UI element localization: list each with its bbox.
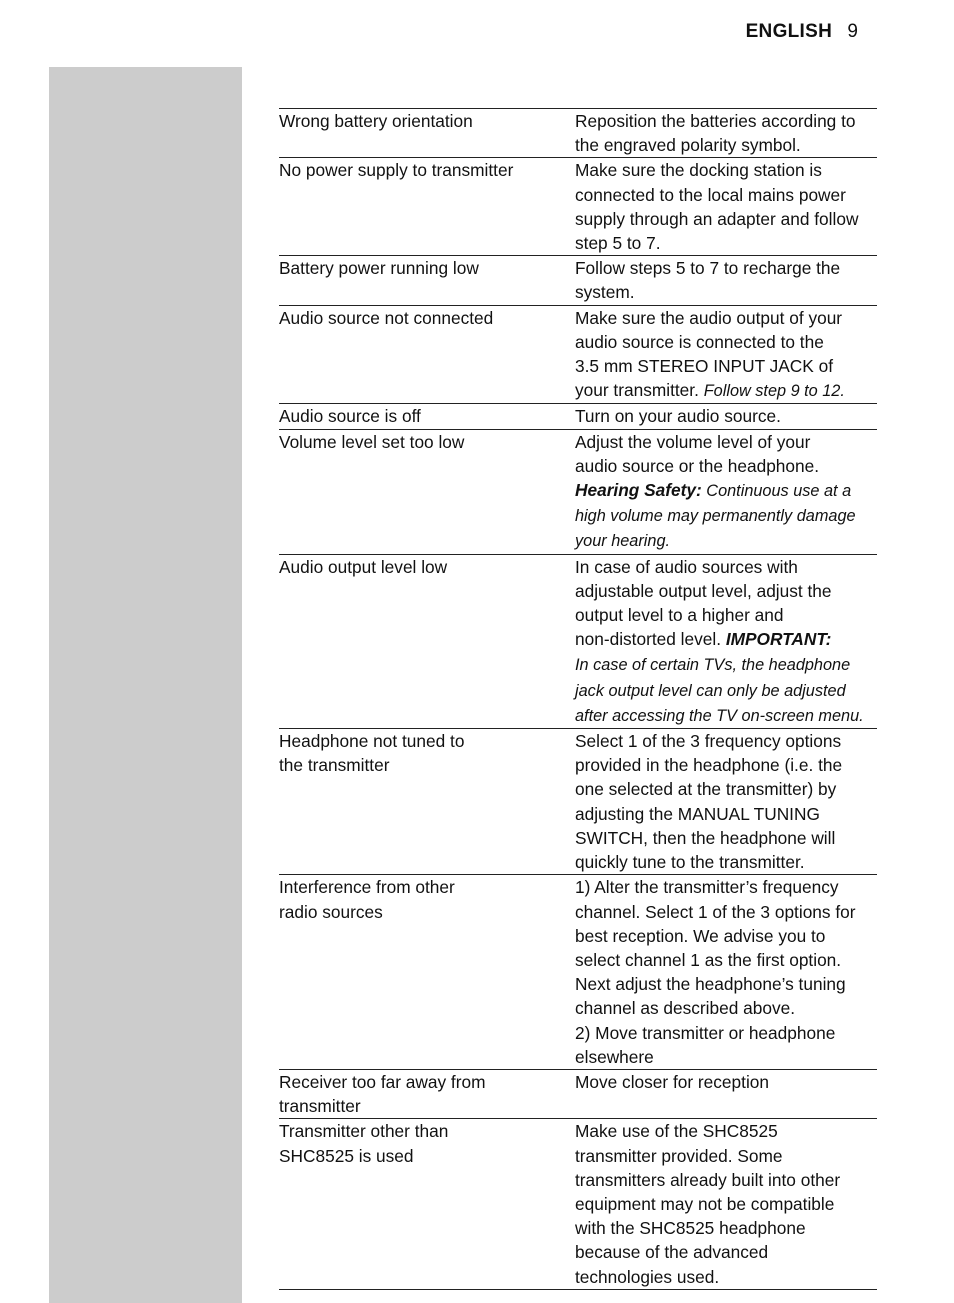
table-row [279,1070,877,1119]
side-band [49,67,242,1303]
remedy-cell [575,404,877,428]
table-row [279,555,877,729]
table-row [279,306,877,405]
remedy-cell [575,256,877,304]
remedy-cell [575,430,877,554]
cause-cell: Volume level set too low [279,431,465,452]
cause-cell: Wrong battery orientation [279,111,473,131]
remedy-text: Adjust the volume level of your audio source or the headphone. [575,431,820,476]
remedy-text: Reposition the batteries according to the engraved polarity symbol. [575,111,856,156]
remedy-cell [575,729,877,874]
remedy-text: Follow steps 5 to 7 to recharge the system. [575,258,841,303]
cause-cell: Interference from other radio sources [279,877,455,922]
table-row [279,158,877,256]
warning-label: IMPORTANT: [725,629,832,650]
cause-cell: Transmitter other than SHC8525 is used [279,1121,449,1166]
troubleshooting-table [279,108,877,1290]
remedy-cell [575,109,877,157]
remedy-cell [575,1070,877,1118]
cause-cell: Audio output level low [279,556,448,577]
cause-cell: Headphone not tuned to the transmitter [279,731,465,776]
remedy-text: Make sure the audio output of your audio source is connected to the 3.5 mm STEREO INPUT JACK of your transmitter. [575,307,843,401]
remedy-cell [575,875,877,1069]
table-row [279,404,877,429]
table-row [279,729,877,875]
remedy-text: Move closer for reception [575,1071,770,1092]
cause-cell: Battery power running low [279,258,479,279]
remedy-text: Make use of the SHC8525 transmitter provided. Some transmitters already built into other equipment may not be compatible with the SHC8525 headphone because of the advanced technologies used. [575,1121,841,1287]
page-header [746,20,858,44]
remedy-text: Turn on your audio source. [575,406,781,427]
language-label: ENGLISH [745,21,833,42]
remedy-note: In case of certain TVs, the headphone jack output level can only be adjusted after accessing the TV on-screen menu. [575,656,864,725]
table-row [279,1119,877,1289]
remedy-text: Make sure the docking station is connected to the local mains power supply through an adapter and follow step 5 to 7. [575,160,859,254]
remedy-cell [575,1119,877,1288]
table-row [279,256,877,305]
table-row [279,109,877,158]
cause-cell: No power supply to transmitter [279,160,514,181]
remedy-note: Follow step 9 to 12. [703,382,845,401]
remedy-text: Select 1 of the 3 frequency options provided in the headphone (i.e. the one selected at the transmitter) by adjusting the MANUAL TUNING SWITCH, then the headphone will quickly tune to the transmitter. [575,731,843,873]
page-number: 9 [847,21,858,42]
warning-label: Hearing Safety: [575,480,702,501]
remedy-cell [575,555,877,728]
cause-cell: Audio source not connected [279,307,494,328]
remedy-note: Continuous use at a high volume may permanently damage your hearing. [575,482,856,551]
table-row [279,875,877,1070]
remedy-cell [575,306,877,404]
remedy-cell [575,158,877,255]
cause-cell: Audio source is off [279,406,421,427]
table-row [279,430,877,555]
remedy-text: In case of audio sources with adjustable output level, adjust the output level to a higher and non-distorted level. [575,556,832,650]
remedy-text: 1) Alter the transmitter’s frequency channel. Select 1 of the 3 options for best reception. We advise you to select channel 1 as the first option. Next adjust the headphone’s tuning channel as described above. 2) Move transmitter or headphone elsewhere [575,877,856,1067]
cause-cell: Receiver too far away from transmitter [279,1071,486,1117]
